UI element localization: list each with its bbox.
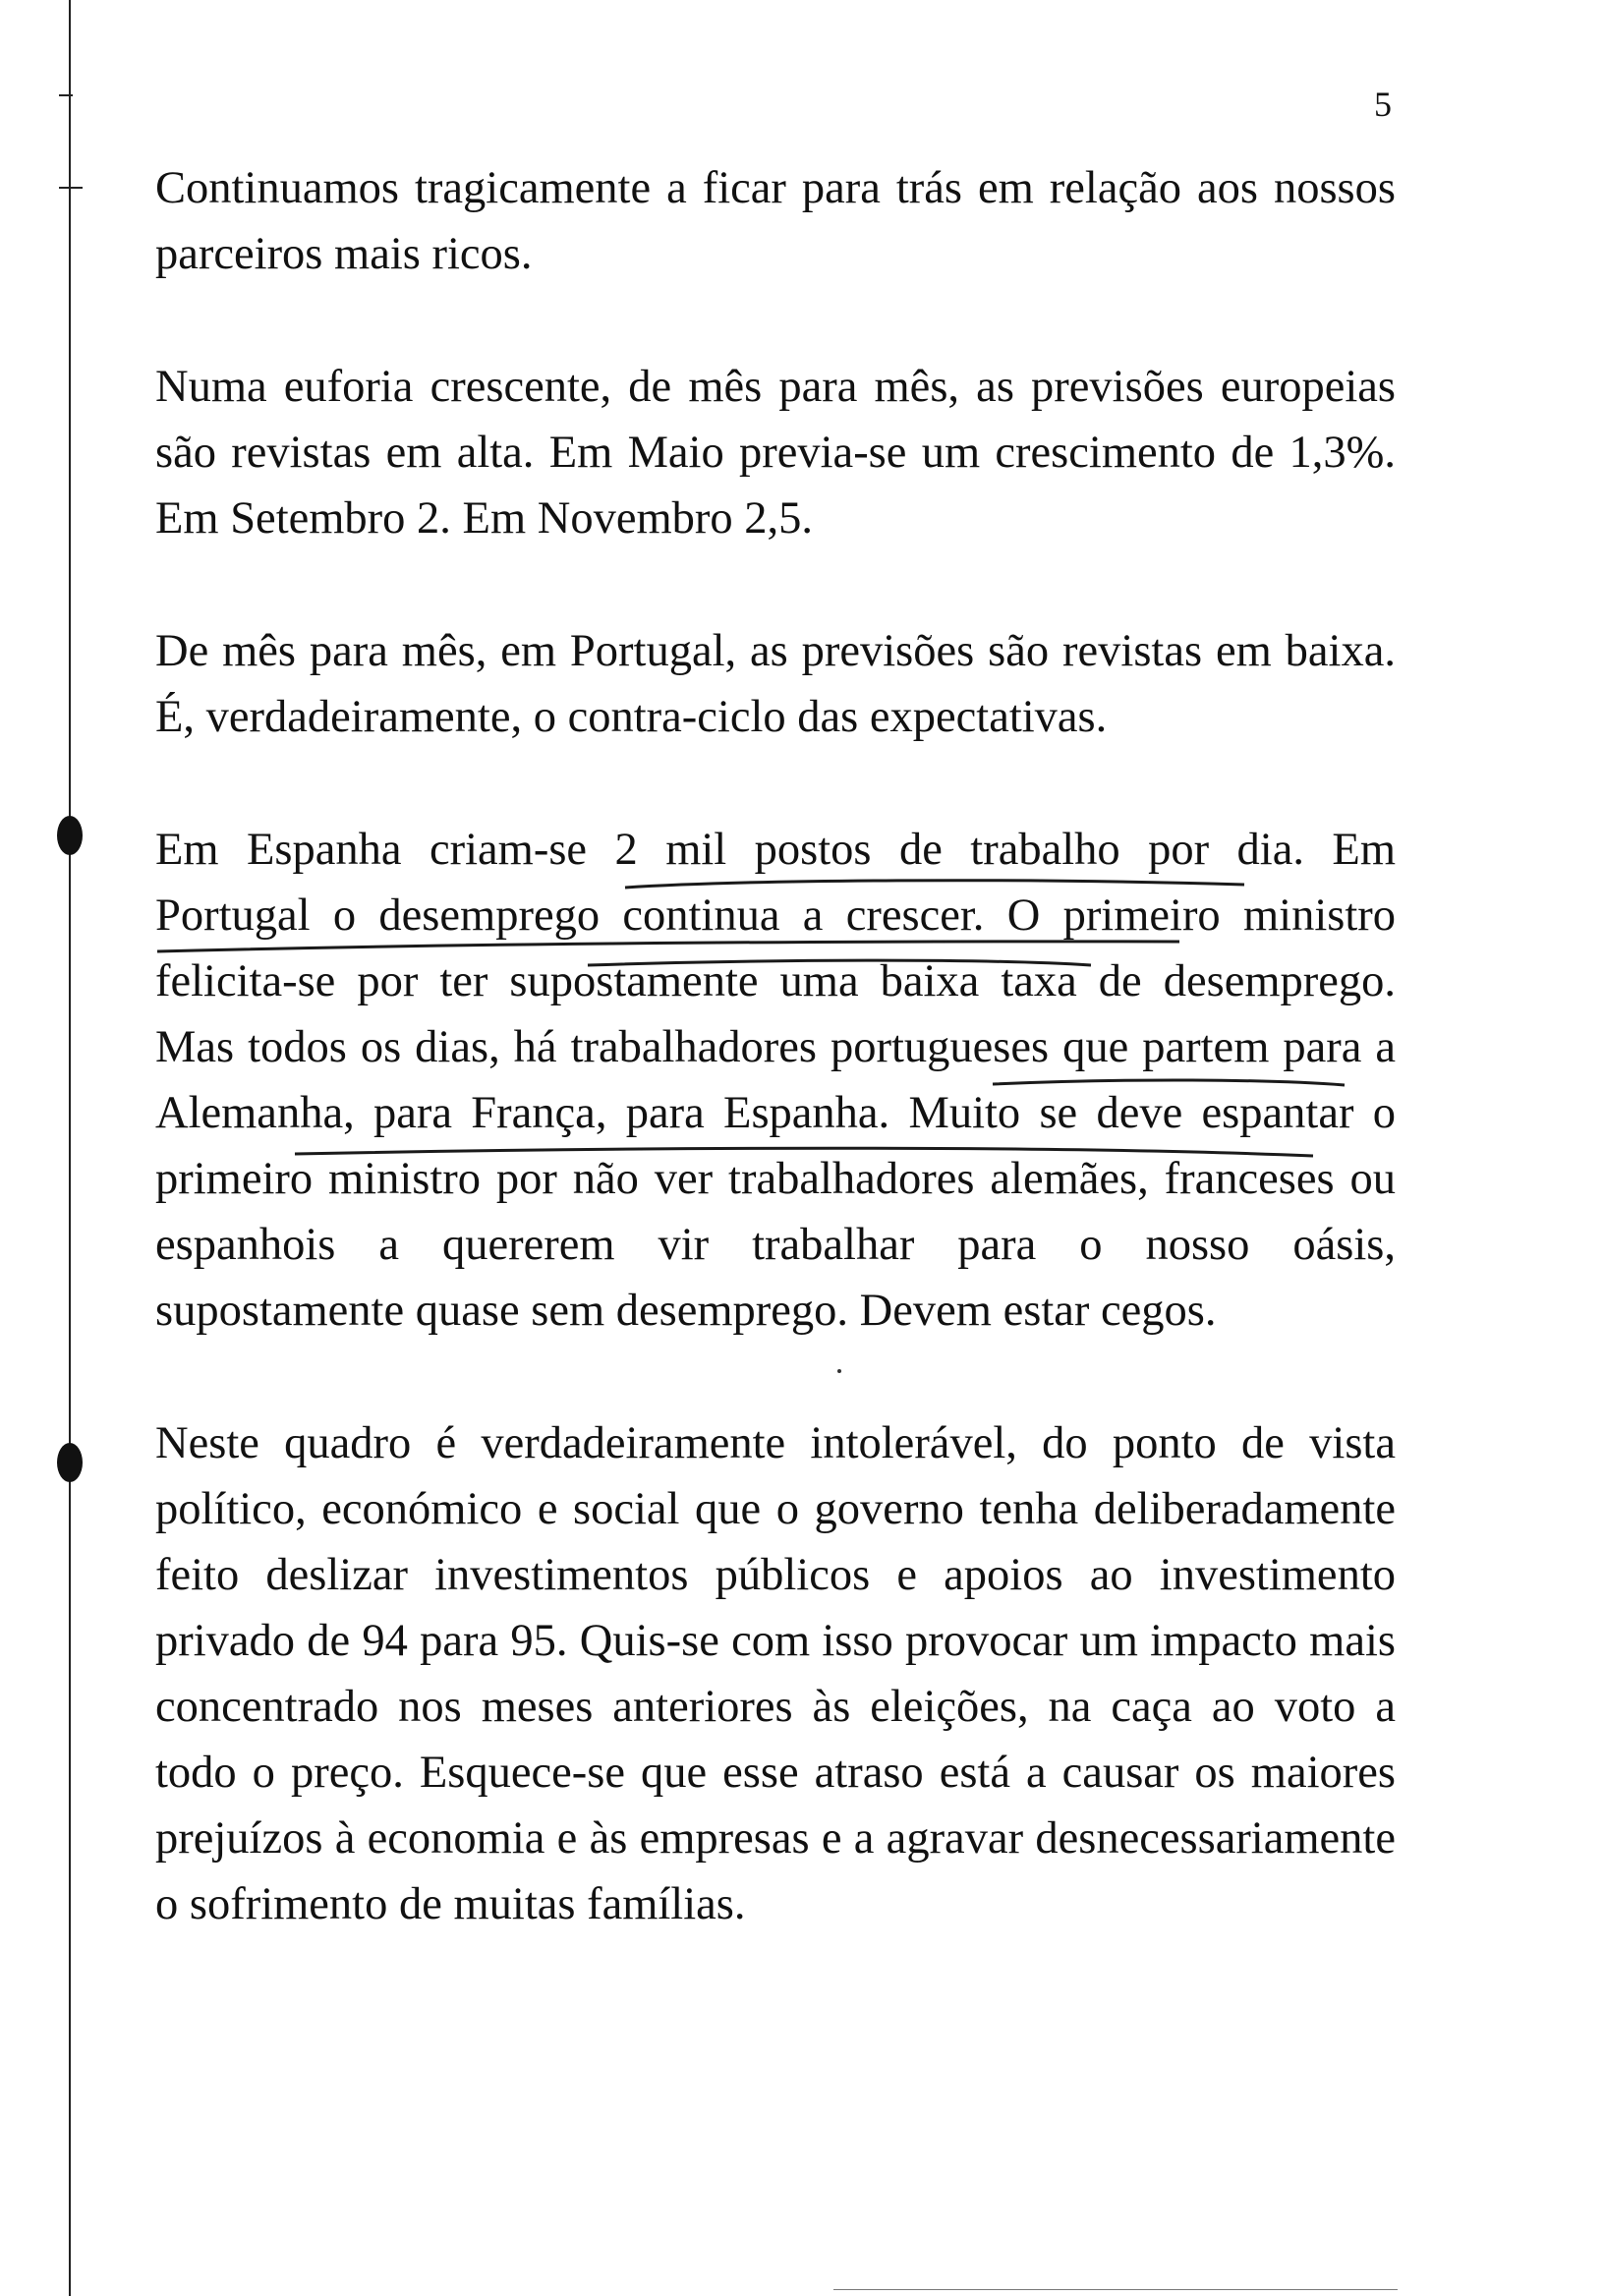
paragraph-1: Continuamos tragicamente a ficar para trás em relação aos nossos parceiros mais ricos.: [155, 163, 1396, 279]
paragraph-3: De mês para mês, em Portugal, as previsões são revistas em baixa. É, verdadeiramente, o contra-ciclo das expectativas.: [155, 626, 1396, 742]
paragraph-2: Numa euforia crescente, de mês para mês, as previsões europeias são revistas em alta. Em Maio previa-se um crescimento de 1,3%. Em Setembro 2. Em Novembro 2,5.: [155, 362, 1396, 544]
page-left-edge: [69, 0, 71, 2296]
paragraph-4: Em Espanha criam-se 2 mil postos de trabalho por dia. Em Portugal o desemprego continua a crescer. O primeiro ministro felicita-se por ter supostamente uma baixa taxa de desemprego. Mas todos os dias, há trabalhadores portugueses que partem para a Alemanha, para França, para Espanha. Muito se deve espantar o primeiro ministro por não ver trabalhadores alemães, franceses ou espanhois a quererem vir trabalhar para o nosso oásis, supostamente quase sem desemprego. Devem estar cegos.: [155, 825, 1396, 1336]
edge-tick-second: [59, 187, 83, 189]
document-body: [155, 155, 1396, 1937]
punch-hole-upper: [57, 816, 83, 855]
bottom-rule: [833, 2289, 1398, 2290]
paragraph-5: Neste quadro é verdadeiramente intolerável, do ponto de vista político, económico e social que o governo tenha deliberadamente feito deslizar investimentos públicos e apoios ao investimento privado de 94 para 95. Quis-se com isso provocar um impacto mais concentrado nos meses anteriores às eleições, na caça ao voto a todo o preço. Esquece-se que esse atraso está a causar os maiores prejuízos à economia e às empresas e a agravar desnecessariamente o sofrimento de muitas famílias.: [155, 1418, 1396, 1929]
punch-hole-lower: [57, 1443, 83, 1482]
page-number: 5: [1374, 85, 1392, 124]
edge-tick-top: [59, 94, 73, 96]
